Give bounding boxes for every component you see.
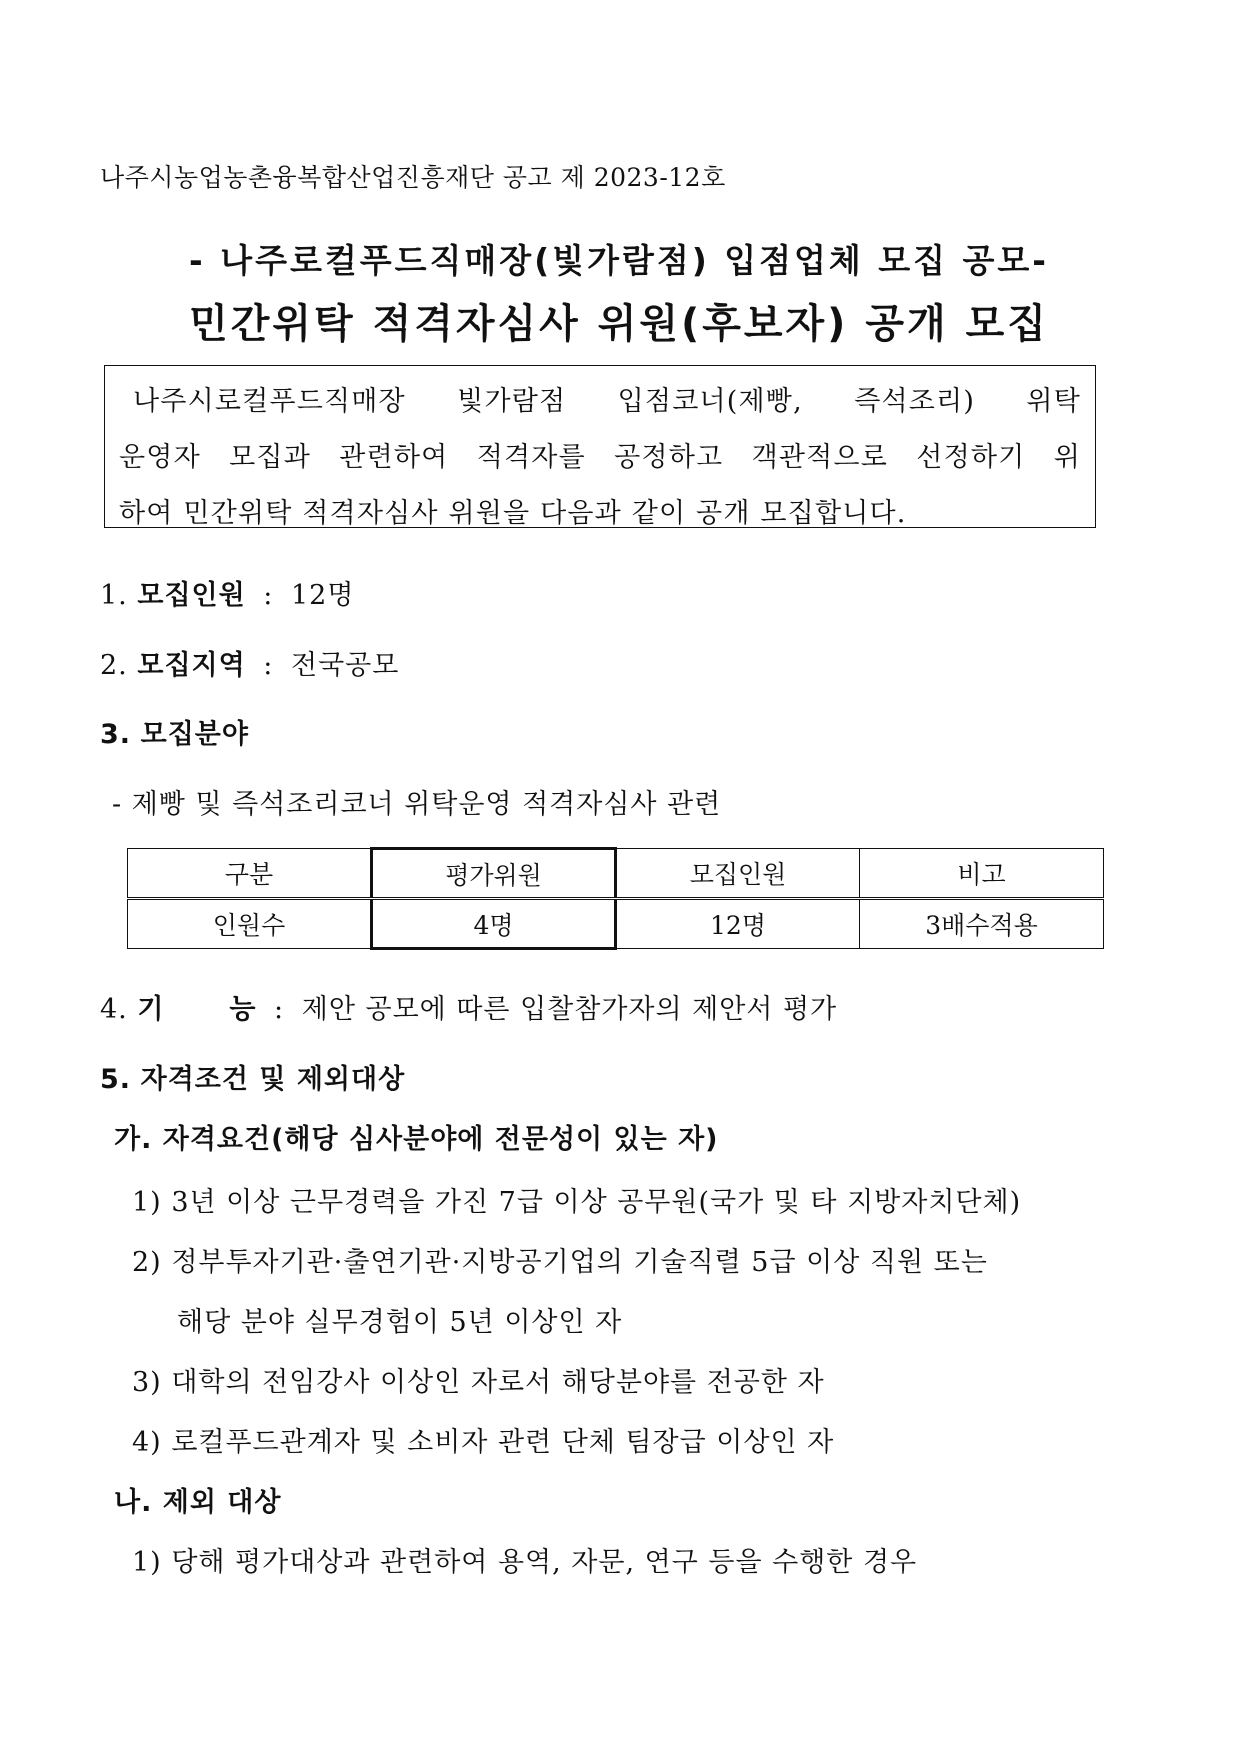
list-item-number: 4) <box>132 1427 162 1458</box>
list-item-number: 2) <box>132 1247 162 1278</box>
exclusion-heading: 나. 제외 대상 <box>114 1487 282 1518</box>
list-item-text: 당해 평가대상과 관련하여 용역, 자문, 연구 등을 수행한 경우 <box>171 1547 918 1578</box>
section-recruit-count <box>100 573 354 612</box>
section-separator: : <box>263 650 274 681</box>
intro-line-2: 운영자 모집과 관련하여 적격자를 공정하고 객관적으로 선정하기 위 <box>119 442 1081 473</box>
section-number: 1. <box>100 580 128 611</box>
section-separator: : <box>274 994 285 1025</box>
recruitment-table <box>127 847 1104 950</box>
section-label-a: 기 <box>137 994 165 1025</box>
table-header-row <box>128 849 1104 899</box>
list-item <box>132 1360 825 1399</box>
qualification-heading: 가. 자격요건(해당 심사분야에 전문성이 있는 자) <box>114 1124 719 1155</box>
section-value: 전국공모 <box>290 650 400 681</box>
table-cell: 인원수 <box>128 899 372 949</box>
section-value: 12명 <box>290 580 355 611</box>
list-item-text: 3년 이상 근무경력을 가진 7급 이상 공무원(국가 및 타 지방자치단체) <box>171 1187 1022 1218</box>
section-label: 모집지역 <box>137 650 246 681</box>
intro-line-1: 나주시로컬푸드직매장 빛가람점 입점코너(제빵, 즉석조리) 위탁 <box>133 386 1081 417</box>
intro-line-3: 하여 민간위탁 적격자심사 위원을 다음과 같이 공개 모집합니다. <box>119 498 907 529</box>
section-qualifications <box>100 1057 405 1096</box>
list-item <box>132 1180 1021 1219</box>
table-header-cell: 모집인원 <box>616 849 860 899</box>
page-subtitle: - 나주로컬푸드직매장(빛가람점) 입점업체 모집 공모- <box>189 241 1049 280</box>
section-label: 모집분야 <box>140 719 249 750</box>
table-header-cell: 비고 <box>860 849 1104 899</box>
section-label-b: 능 <box>229 994 257 1025</box>
list-item-text: 대학의 전임강사 이상인 자로서 해당분야를 전공한 자 <box>171 1367 825 1398</box>
list-item-number: 1) <box>132 1547 162 1578</box>
section-label: 자격조건 및 제외대상 <box>140 1064 406 1095</box>
section-number: 4. <box>100 994 128 1025</box>
table-cell: 3배수적용 <box>860 899 1104 949</box>
table-cell: 12명 <box>616 899 860 949</box>
list-item <box>132 1420 834 1459</box>
table-header-cell: 평가위원 <box>372 849 616 899</box>
list-item <box>132 1240 988 1279</box>
table-row <box>128 899 1104 949</box>
list-item-text: 로컬푸드관계자 및 소비자 관련 단체 팀장급 이상인 자 <box>171 1427 835 1458</box>
section-number: 2. <box>100 650 128 681</box>
intro-box <box>104 365 1096 528</box>
section-recruit-field <box>100 712 249 751</box>
section-number: 3. <box>100 719 132 750</box>
section-function <box>100 987 837 1026</box>
list-item <box>132 1540 917 1579</box>
list-item-number: 1) <box>132 1187 162 1218</box>
list-item-continuation: 해당 분야 실무경험이 5년 이상인 자 <box>177 1307 623 1338</box>
section-number: 5. <box>100 1064 132 1095</box>
section-value: 제안 공모에 따른 입찰참가자의 제안서 평가 <box>301 994 838 1025</box>
table-cell: 4명 <box>372 899 616 949</box>
section-recruit-region <box>100 643 399 682</box>
table-header-cell: 구분 <box>128 849 372 899</box>
page-title: 민간위탁 적격자심사 위원(후보자) 공개 모집 <box>189 301 1049 347</box>
list-item-number: 3) <box>132 1367 162 1398</box>
list-item-text: 정부투자기관·출연기관·지방공기업의 기술직렬 5급 이상 직원 또는 <box>171 1247 988 1278</box>
section-separator: : <box>263 580 274 611</box>
section-label: 모집인원 <box>137 580 246 611</box>
section-field-bullet: - 제빵 및 즉석조리코너 위탁운영 적격자심사 관련 <box>112 789 722 820</box>
notice-number: 나주시농업농촌융복합산업진흥재단 공고 제 2023-12호 <box>100 163 726 192</box>
